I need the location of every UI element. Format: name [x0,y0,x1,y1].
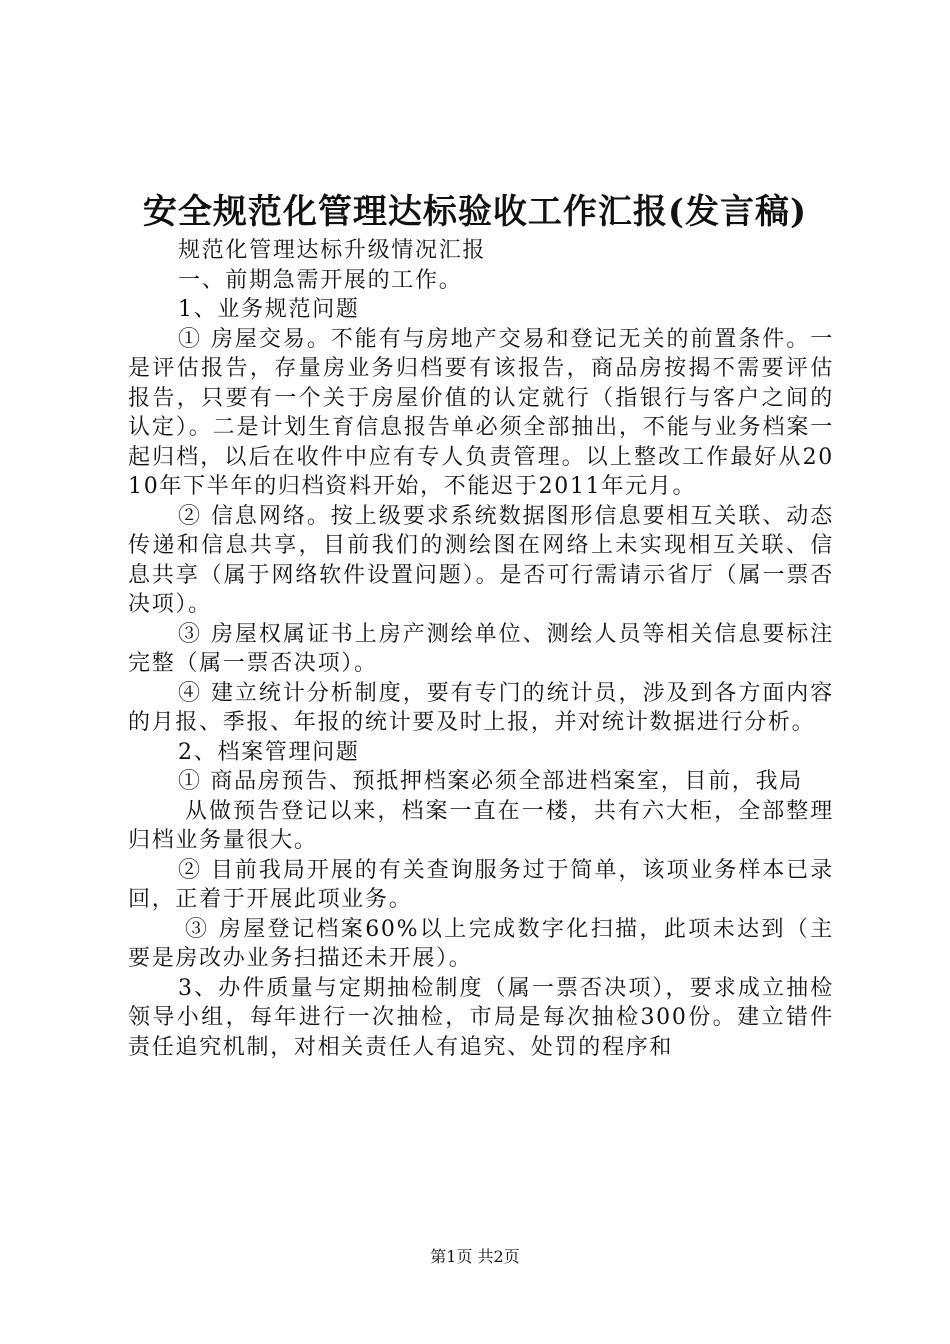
paragraph: ② 信息网络。按上级要求系统数据图形信息要相互关联、动态传递和信息共享，目前我们的测绘图在网络上未实现相互关联、信息共享（属于网络软件设置问题）。是否可行需请示省厅（属一票否决项）。 [128,503,834,617]
paragraph: ① 房屋交易。不能有与房地产交易和登记无关的前置条件。一是评估报告，存量房业务归档要有该报告，商品房按揭不需要评估报告，只要有一个关于房屋价值的认定就行（指银行与客户之间的认定）。二是计划生育信息报告单必须全部抽出，不能与业务档案一起归档，以后在收件中应有专人负责管理。以上整改工作最好从2010年下半年的归档资料开始，不能迟于2011年元月。 [128,326,834,499]
paragraph: ④ 建立统计分析制度，要有专门的统计员，涉及到各方面内容的月报、季报、年报的统计要及时上报，并对统计数据进行分析。 [128,680,834,735]
paragraph: ③ 房屋权属证书上房产测绘单位、测绘人员等相关信息要标注完整（属一票否决项）。 [128,621,834,676]
document-body [128,236,834,1062]
paragraph: 1、业务规范问题 [178,297,360,322]
paragraph: 规范化管理达标升级情况汇报 [178,238,487,263]
page-number-footer: 第1页 共2页 [430,1247,520,1266]
paragraph: ③ 房屋登记档案60%以上完成数字化扫描，此项未达到（主要是房改办业务扫描还未开展）。 [128,916,834,971]
document-title: 安全规范化管理达标验收工作汇报(发言稿) [142,192,808,232]
paragraph: 从做预告登记以来，档案一直在一楼，共有六大柜，全部整理归档业务量很大。 [128,798,834,853]
paragraph: ① 商品房预告、预抵押档案必须全部进档案室，目前，我局 [178,769,803,794]
paragraph: 2、档案管理问题 [178,739,360,765]
paragraph: 3、办件质量与定期抽检制度（属一票否决项），要求成立抽检领导小组，每年进行一次抽检，市局是每次抽检300份。建立错件责任追究机制，对相关责任人有追究、处罚的程序和 [128,975,834,1060]
paragraph: 一、前期急需开展的工作。 [178,267,463,293]
paragraph: ② 目前我局开展的有关查询服务过于简单，该项业务样本已录回，正着于开展此项业务。 [128,857,834,912]
